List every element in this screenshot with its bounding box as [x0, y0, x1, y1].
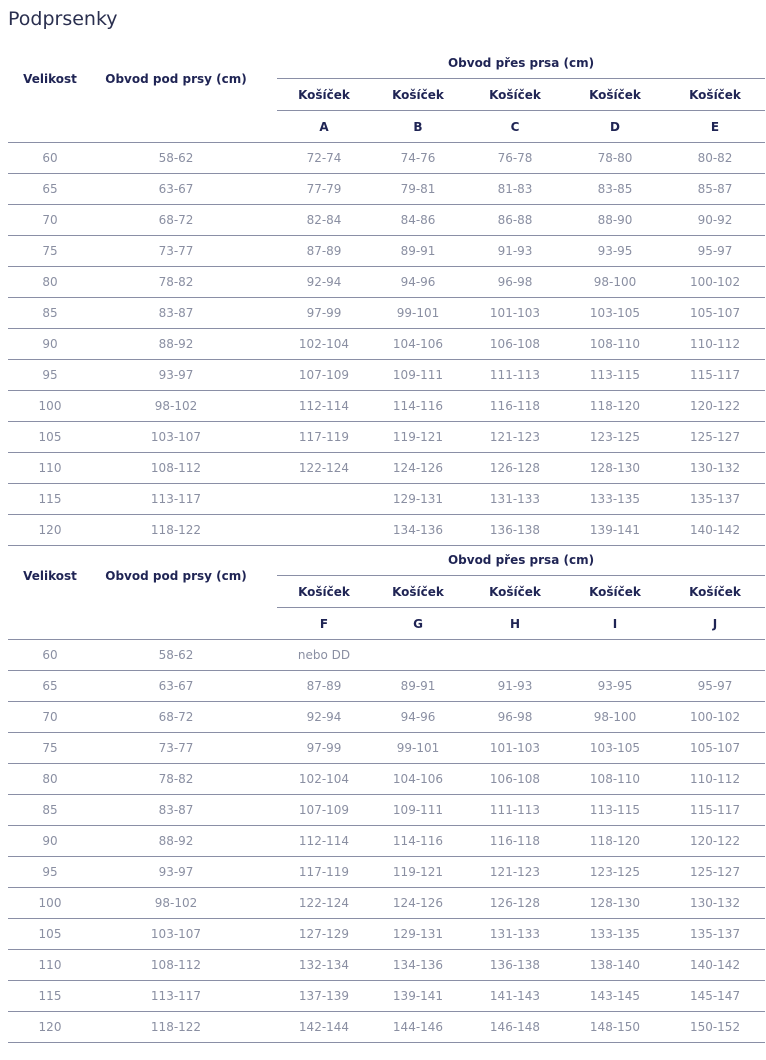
bust-cell: 74-76 [371, 143, 465, 174]
bust-cell: 148-150 [565, 1012, 665, 1043]
bust-cell: 110-112 [665, 764, 765, 795]
underbust-cell: 108-112 [92, 950, 260, 981]
underbust-cell: 93-97 [92, 360, 260, 391]
spacer-cell [260, 298, 277, 329]
bust-cell: 97-99 [277, 298, 371, 329]
bust-cell: 117-119 [277, 422, 371, 453]
cup-letter: D [565, 111, 665, 143]
bust-cell: 92-94 [277, 702, 371, 733]
spacer-cell [260, 360, 277, 391]
kosicek-header: Košíček [565, 79, 665, 111]
spacer-cell [260, 174, 277, 205]
bust-cell: 101-103 [465, 733, 565, 764]
spacer-cell [260, 640, 277, 671]
table-row [8, 826, 765, 857]
size-cell: 75 [8, 236, 92, 267]
bust-cell: 100-102 [665, 702, 765, 733]
bust-cell: 116-118 [465, 391, 565, 422]
underbust-cell: 98-102 [92, 391, 260, 422]
underbust-cell: 93-97 [92, 857, 260, 888]
bust-cell: 123-125 [565, 422, 665, 453]
bust-cell: 111-113 [465, 360, 565, 391]
bust-cell: 96-98 [465, 702, 565, 733]
kosicek-header: Košíček [465, 79, 565, 111]
bust-cell: 112-114 [277, 391, 371, 422]
bust-cell: 134-136 [371, 950, 465, 981]
bust-cell: 124-126 [371, 453, 465, 484]
bust-cell: 136-138 [465, 950, 565, 981]
size-cell: 90 [8, 826, 92, 857]
size-cell: 75 [8, 733, 92, 764]
spacer-cell [260, 888, 277, 919]
underbust-cell: 118-122 [92, 1012, 260, 1043]
bust-cell: 140-142 [665, 515, 765, 546]
kosicek-header: Košíček [465, 576, 565, 608]
bust-cell: 119-121 [371, 857, 465, 888]
underbust-cell: 83-87 [92, 298, 260, 329]
cup-letter: E [665, 111, 765, 143]
table-row [8, 640, 765, 671]
bust-cell: 142-144 [277, 1012, 371, 1043]
table-row [8, 733, 765, 764]
size-cell: 70 [8, 205, 92, 236]
table-row [8, 671, 765, 702]
table-row [8, 702, 765, 733]
size-cell: 60 [8, 640, 92, 671]
spacer-cell [260, 795, 277, 826]
table-row [8, 360, 765, 391]
bust-cell: 114-116 [371, 391, 465, 422]
underbust-cell: 103-107 [92, 422, 260, 453]
bust-cell: 128-130 [565, 453, 665, 484]
table-row [8, 764, 765, 795]
cup-letter: H [465, 608, 565, 640]
size-cell: 105 [8, 919, 92, 950]
bust-cell: 95-97 [665, 236, 765, 267]
size-cell: 60 [8, 143, 92, 174]
bust-cell: 114-116 [371, 826, 465, 857]
size-cell: 115 [8, 484, 92, 515]
table-row [8, 174, 765, 205]
bust-cell: 106-108 [465, 329, 565, 360]
bust-cell: nebo DD [277, 640, 371, 671]
size-cell: 90 [8, 329, 92, 360]
table-row [8, 236, 765, 267]
table-row [8, 919, 765, 950]
table-row [8, 950, 765, 981]
bust-cell: 133-135 [565, 484, 665, 515]
underbust-cell: 68-72 [92, 205, 260, 236]
bust-cell: 95-97 [665, 671, 765, 702]
bust-cell: 113-115 [565, 360, 665, 391]
bust-cell: 135-137 [665, 919, 765, 950]
spacer-cell [260, 391, 277, 422]
table-row [8, 422, 765, 453]
spacer-cell [260, 453, 277, 484]
bust-cell: 129-131 [371, 919, 465, 950]
underbust-cell: 113-117 [92, 484, 260, 515]
kosicek-header: Košíček [665, 576, 765, 608]
size-cell: 65 [8, 174, 92, 205]
underbust-cell: 88-92 [92, 329, 260, 360]
bust-cell: 78-80 [565, 143, 665, 174]
spacer-cell [260, 950, 277, 981]
bust-cell: 141-143 [465, 981, 565, 1012]
bust-cell: 108-110 [565, 329, 665, 360]
bust-cell: 119-121 [371, 422, 465, 453]
size-cell: 95 [8, 360, 92, 391]
table-row [8, 298, 765, 329]
size-cell: 115 [8, 981, 92, 1012]
spacer-cell [260, 671, 277, 702]
velikost-header: Velikost [23, 71, 77, 86]
bust-cell [465, 640, 565, 671]
bust-cell: 107-109 [277, 795, 371, 826]
spacer-cell [260, 329, 277, 360]
bust-cell: 117-119 [277, 857, 371, 888]
spacer-cell [260, 857, 277, 888]
size-cell: 110 [8, 950, 92, 981]
size-cell: 105 [8, 422, 92, 453]
obvod-pod-header: Obvod pod prsy (cm) [105, 568, 247, 583]
bust-cell: 146-148 [465, 1012, 565, 1043]
bust-cell [277, 484, 371, 515]
kosicek-header: Košíček [565, 576, 665, 608]
bust-cell: 97-99 [277, 733, 371, 764]
underbust-cell: 103-107 [92, 919, 260, 950]
table-row [8, 795, 765, 826]
spacer-cell [260, 422, 277, 453]
bust-cell: 134-136 [371, 515, 465, 546]
bust-cell: 91-93 [465, 236, 565, 267]
bust-cell: 121-123 [465, 857, 565, 888]
bust-cell: 100-102 [665, 267, 765, 298]
size-cell: 85 [8, 795, 92, 826]
bust-cell: 122-124 [277, 888, 371, 919]
bust-cell: 112-114 [277, 826, 371, 857]
bust-cell: 91-93 [465, 671, 565, 702]
bust-cell: 89-91 [371, 671, 465, 702]
table-row [8, 857, 765, 888]
bust-cell [565, 640, 665, 671]
bust-cell: 126-128 [465, 888, 565, 919]
underbust-cell: 98-102 [92, 888, 260, 919]
bust-cell: 87-89 [277, 236, 371, 267]
size-cell: 110 [8, 453, 92, 484]
bust-cell: 115-117 [665, 795, 765, 826]
table-row [8, 453, 765, 484]
bust-cell: 88-90 [565, 205, 665, 236]
bust-cell: 127-129 [277, 919, 371, 950]
cup-letter: C [465, 111, 565, 143]
kosicek-header: Košíček [665, 79, 765, 111]
obvod-pres-header: Obvod přes prsa (cm) [277, 47, 765, 79]
obvod-pod-header: Obvod pod prsy (cm) [105, 71, 247, 86]
bust-cell: 126-128 [465, 453, 565, 484]
bust-cell: 129-131 [371, 484, 465, 515]
page-title: Podprsenky [8, 8, 118, 30]
size-cell: 100 [8, 391, 92, 422]
bust-cell: 85-87 [665, 174, 765, 205]
bust-cell: 99-101 [371, 298, 465, 329]
bust-cell: 89-91 [371, 236, 465, 267]
bust-cell: 102-104 [277, 329, 371, 360]
bust-cell: 81-83 [465, 174, 565, 205]
bust-cell: 122-124 [277, 453, 371, 484]
bust-cell: 131-133 [465, 484, 565, 515]
bust-cell: 80-82 [665, 143, 765, 174]
bust-cell [371, 640, 465, 671]
bust-cell: 102-104 [277, 764, 371, 795]
bust-cell: 123-125 [565, 857, 665, 888]
bust-cell: 94-96 [371, 267, 465, 298]
bust-cell: 86-88 [465, 205, 565, 236]
underbust-cell: 68-72 [92, 702, 260, 733]
table-row [8, 1012, 765, 1043]
table-row [8, 391, 765, 422]
bust-cell: 125-127 [665, 422, 765, 453]
bust-cell [665, 640, 765, 671]
cup-letter: J [665, 608, 765, 640]
size-cell: 80 [8, 764, 92, 795]
bust-cell: 79-81 [371, 174, 465, 205]
bust-cell: 118-120 [565, 826, 665, 857]
bust-cell: 108-110 [565, 764, 665, 795]
bust-cell: 140-142 [665, 950, 765, 981]
underbust-cell: 78-82 [92, 267, 260, 298]
bust-cell: 83-85 [565, 174, 665, 205]
bust-cell: 72-74 [277, 143, 371, 174]
bust-cell: 103-105 [565, 298, 665, 329]
cup-letter: F [277, 608, 371, 640]
spacer-cell [260, 702, 277, 733]
underbust-cell: 58-62 [92, 143, 260, 174]
bust-cell: 143-145 [565, 981, 665, 1012]
bust-cell: 94-96 [371, 702, 465, 733]
size-cell: 95 [8, 857, 92, 888]
bust-cell: 113-115 [565, 795, 665, 826]
bust-cell: 107-109 [277, 360, 371, 391]
spacer-cell [260, 484, 277, 515]
bust-cell: 105-107 [665, 733, 765, 764]
bust-cell: 109-111 [371, 360, 465, 391]
bust-cell: 99-101 [371, 733, 465, 764]
bust-cell: 116-118 [465, 826, 565, 857]
spacer-cell [260, 143, 277, 174]
bust-cell [277, 515, 371, 546]
bust-cell: 93-95 [565, 236, 665, 267]
cup-letter: B [371, 111, 465, 143]
underbust-cell: 58-62 [92, 640, 260, 671]
bust-cell: 82-84 [277, 205, 371, 236]
table-row [8, 515, 765, 546]
bust-cell: 110-112 [665, 329, 765, 360]
bust-cell: 115-117 [665, 360, 765, 391]
spacer-cell [260, 764, 277, 795]
bust-cell: 139-141 [565, 515, 665, 546]
bust-cell: 105-107 [665, 298, 765, 329]
bust-cell: 84-86 [371, 205, 465, 236]
table-row [8, 888, 765, 919]
bust-cell: 128-130 [565, 888, 665, 919]
table-row [8, 143, 765, 174]
bust-cell: 118-120 [565, 391, 665, 422]
size-table-2 [8, 544, 765, 1043]
bust-cell: 135-137 [665, 484, 765, 515]
table-row [8, 484, 765, 515]
bust-cell: 124-126 [371, 888, 465, 919]
size-table-1 [8, 47, 765, 546]
spacer-cell [260, 515, 277, 546]
spacer-cell [260, 236, 277, 267]
underbust-cell: 63-67 [92, 174, 260, 205]
bust-cell: 138-140 [565, 950, 665, 981]
table-row [8, 329, 765, 360]
bust-cell: 144-146 [371, 1012, 465, 1043]
cup-letter: I [565, 608, 665, 640]
bust-cell: 132-134 [277, 950, 371, 981]
size-cell: 80 [8, 267, 92, 298]
bust-cell: 77-79 [277, 174, 371, 205]
bust-cell: 131-133 [465, 919, 565, 950]
size-cell: 120 [8, 1012, 92, 1043]
bust-cell: 130-132 [665, 453, 765, 484]
bust-cell: 120-122 [665, 391, 765, 422]
bust-cell: 93-95 [565, 671, 665, 702]
bust-cell: 109-111 [371, 795, 465, 826]
bust-cell: 96-98 [465, 267, 565, 298]
bust-cell: 106-108 [465, 764, 565, 795]
spacer-cell [260, 919, 277, 950]
bust-cell: 150-152 [665, 1012, 765, 1043]
bust-cell: 76-78 [465, 143, 565, 174]
spacer-cell [260, 267, 277, 298]
kosicek-header: Košíček [277, 79, 371, 111]
bust-cell: 101-103 [465, 298, 565, 329]
bust-cell: 137-139 [277, 981, 371, 1012]
bust-cell: 120-122 [665, 826, 765, 857]
spacer-cell [260, 205, 277, 236]
underbust-cell: 83-87 [92, 795, 260, 826]
spacer-cell [260, 1012, 277, 1043]
underbust-cell: 108-112 [92, 453, 260, 484]
cup-letter: A [277, 111, 371, 143]
bust-cell: 121-123 [465, 422, 565, 453]
bust-cell: 111-113 [465, 795, 565, 826]
kosicek-header: Košíček [277, 576, 371, 608]
bust-cell: 90-92 [665, 205, 765, 236]
bust-cell: 136-138 [465, 515, 565, 546]
underbust-cell: 73-77 [92, 236, 260, 267]
bust-cell: 103-105 [565, 733, 665, 764]
bust-cell: 130-132 [665, 888, 765, 919]
size-cell: 120 [8, 515, 92, 546]
cup-letter: G [371, 608, 465, 640]
size-cell: 85 [8, 298, 92, 329]
spacer-cell [260, 981, 277, 1012]
underbust-cell: 73-77 [92, 733, 260, 764]
bust-cell: 139-141 [371, 981, 465, 1012]
velikost-header: Velikost [23, 568, 77, 583]
table-row [8, 267, 765, 298]
bust-cell: 104-106 [371, 329, 465, 360]
bust-cell: 133-135 [565, 919, 665, 950]
bust-cell: 104-106 [371, 764, 465, 795]
bust-cell: 145-147 [665, 981, 765, 1012]
underbust-cell: 63-67 [92, 671, 260, 702]
table-row [8, 981, 765, 1012]
kosicek-header: Košíček [371, 576, 465, 608]
kosicek-header: Košíček [371, 79, 465, 111]
underbust-cell: 88-92 [92, 826, 260, 857]
size-cell: 70 [8, 702, 92, 733]
size-cell: 65 [8, 671, 92, 702]
underbust-cell: 78-82 [92, 764, 260, 795]
bust-cell: 98-100 [565, 702, 665, 733]
underbust-cell: 118-122 [92, 515, 260, 546]
size-cell: 100 [8, 888, 92, 919]
table-row [8, 205, 765, 236]
bust-cell: 125-127 [665, 857, 765, 888]
spacer-cell [260, 733, 277, 764]
bust-cell: 87-89 [277, 671, 371, 702]
underbust-cell: 113-117 [92, 981, 260, 1012]
spacer-cell [260, 826, 277, 857]
bust-cell: 98-100 [565, 267, 665, 298]
bust-cell: 92-94 [277, 267, 371, 298]
obvod-pres-header: Obvod přes prsa (cm) [277, 544, 765, 576]
